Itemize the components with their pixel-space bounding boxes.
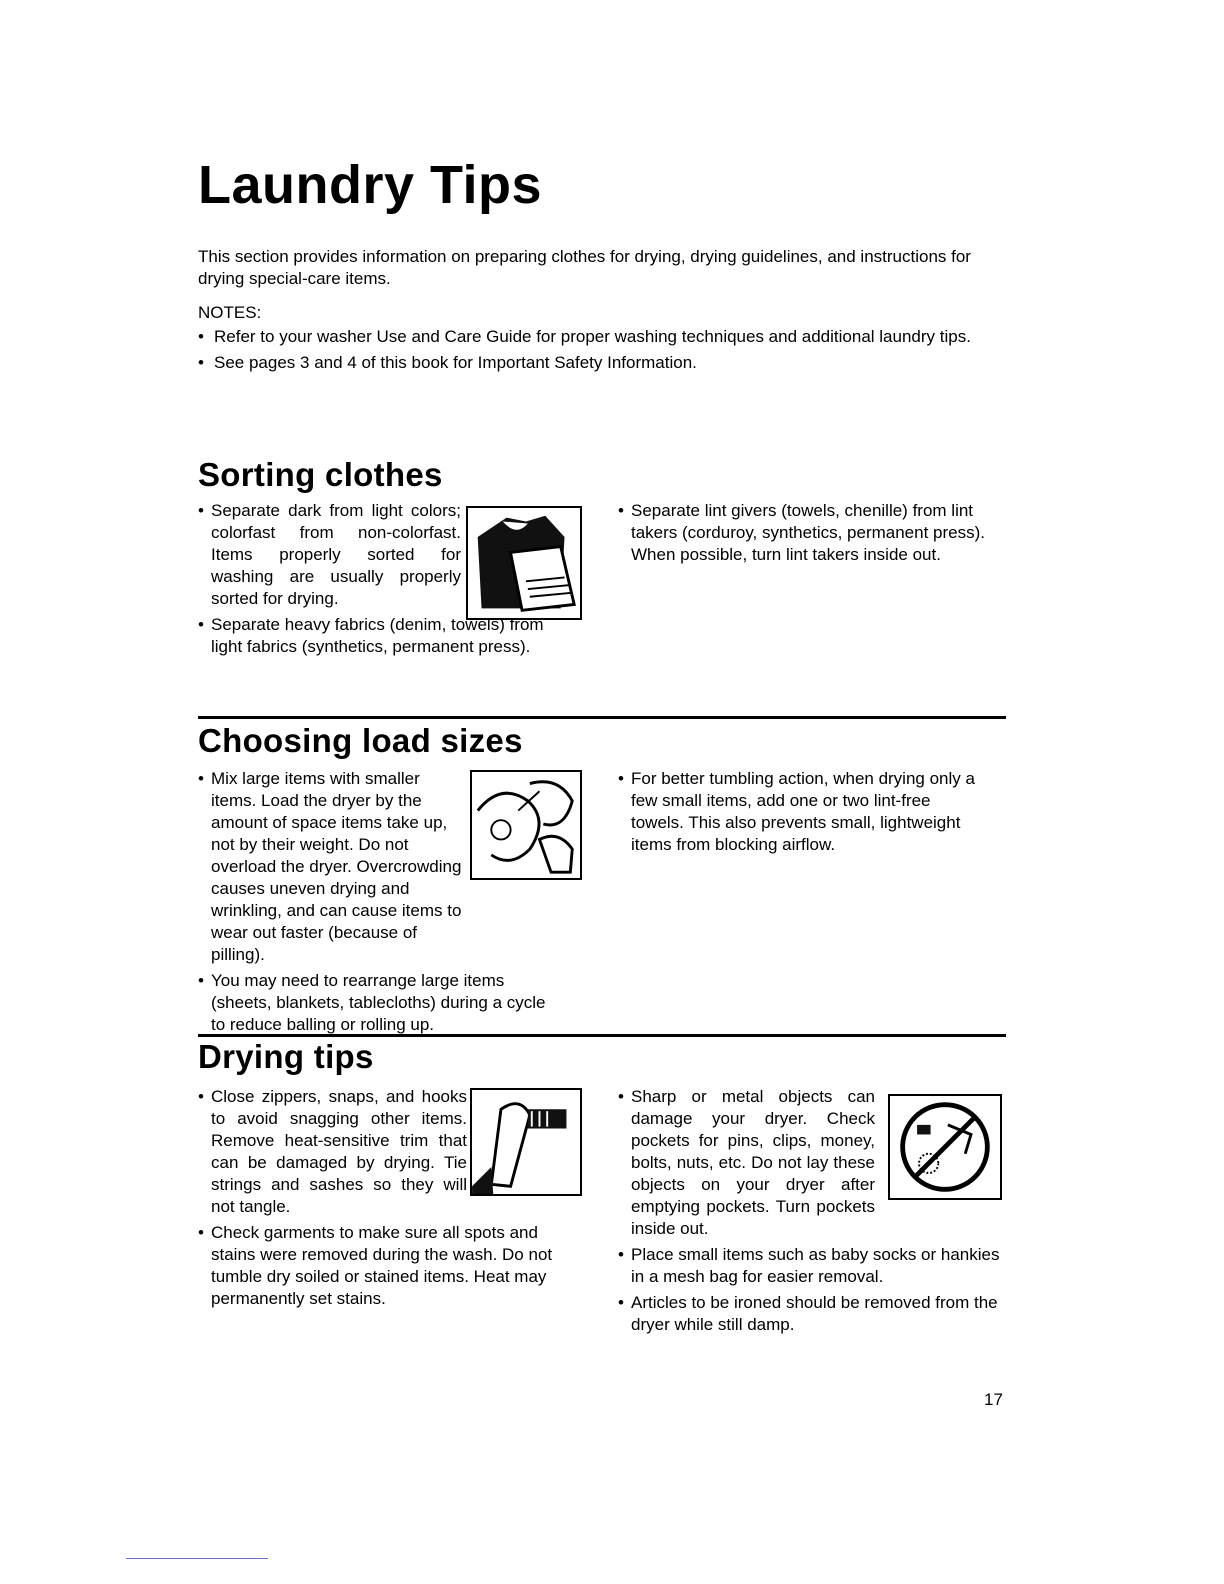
bullet: •	[198, 769, 204, 788]
bullet: •	[198, 353, 204, 372]
bullet: •	[618, 1293, 624, 1312]
bullet: •	[198, 327, 204, 346]
bullet: •	[618, 769, 624, 788]
bullet: •	[618, 501, 624, 520]
intro-paragraph: This section provides information on preparing clothes for drying, drying guidelines, and instructions for drying special-care items.	[198, 247, 971, 288]
list-item	[618, 1292, 1008, 1336]
load-heading: Choosing load sizes	[198, 722, 523, 759]
list-item-text: For better tumbling action, when drying only a few small items, add one or two lint-free towels. This also prevents small, lightweight items from blocking airflow.	[631, 769, 975, 854]
list-item	[618, 1086, 1008, 1240]
list-item-text: You may need to rearrange large items (sheets, blankets, tablecloths) during a cycle to reduce balling or rolling up.	[211, 971, 546, 1034]
drying-heading: Drying tips	[198, 1038, 374, 1075]
sorting-left-list	[198, 500, 578, 662]
list-item	[618, 500, 1006, 566]
list-item-text: Separate lint givers (towels, chenille) from lint takers (corduroy, synthetics, permanent press). When possible, turn lint takers inside out.	[631, 501, 985, 564]
sorting-right-list	[618, 500, 1006, 570]
list-item	[198, 614, 578, 658]
note-item	[198, 352, 998, 374]
list-item-text: Mix large items with smaller items. Load the dryer by the amount of space items take up, not by their weight. Do not overload the dryer. Overcrowding causes uneven drying and wrinkling, and can cause items to wear out faster (because of pilling).	[211, 769, 462, 964]
bullet: •	[198, 971, 204, 990]
section-divider	[198, 1034, 1006, 1037]
list-item-text: Close zippers, snaps, and hooks to avoid snagging other items. Remove heat-sensitive trim that can be damaged by drying. Tie strings and sashes so they will not tangle.	[211, 1087, 467, 1216]
list-item-text: Check garments to make sure all spots and stains were removed during the wash. Do not tumble dry soiled or stained items. Heat may permanently set stains.	[211, 1223, 553, 1308]
note-text: See pages 3 and 4 of this book for Important Safety Information.	[214, 353, 697, 372]
list-item-text: Place small items such as baby socks or hankies in a mesh bag for easier removal.	[631, 1245, 1000, 1286]
page-number: 17	[984, 1390, 1003, 1409]
drying-right-list	[618, 1086, 1008, 1340]
list-item	[198, 768, 578, 966]
bullet: •	[198, 1223, 204, 1242]
bullet: •	[618, 1245, 624, 1264]
load-left-list	[198, 768, 578, 1040]
list-item	[198, 970, 578, 1036]
load-right-list	[618, 768, 988, 860]
page-title: Laundry Tips	[198, 155, 543, 215]
list-item-text: Sharp or metal objects can damage your dryer. Check pockets for pins, clips, money, bolts, nuts, etc. Do not lay these objects on your dryer after emptying pockets. Turn pockets inside out.	[631, 1087, 875, 1238]
section-divider	[198, 716, 1006, 719]
sorting-heading: Sorting clothes	[198, 456, 443, 493]
notes-label: NOTES:	[198, 303, 262, 322]
list-item	[198, 1086, 588, 1218]
list-item	[198, 1222, 588, 1310]
drying-left-list	[198, 1086, 588, 1314]
note-item	[198, 326, 998, 348]
list-item	[198, 500, 461, 610]
list-item-text: Separate heavy fabrics (denim, towels) from light fabrics (synthetics, permanent press).	[211, 615, 544, 656]
footer-line	[126, 1558, 268, 1559]
bullet: •	[198, 501, 204, 520]
list-item	[618, 768, 988, 856]
bullet: •	[618, 1087, 624, 1106]
list-item-text: Articles to be ironed should be removed from the dryer while still damp.	[631, 1293, 998, 1334]
list-item	[618, 1244, 1008, 1288]
bullet: •	[198, 615, 204, 634]
note-text: Refer to your washer Use and Care Guide for proper washing techniques and additional laundry tips.	[214, 327, 971, 346]
list-item-text: Separate dark from light colors; colorfast from non-colorfast. Items properly sorted for washing are usually properly sorted for drying.	[211, 501, 461, 608]
bullet: •	[198, 1087, 204, 1106]
notes-list	[198, 326, 998, 378]
